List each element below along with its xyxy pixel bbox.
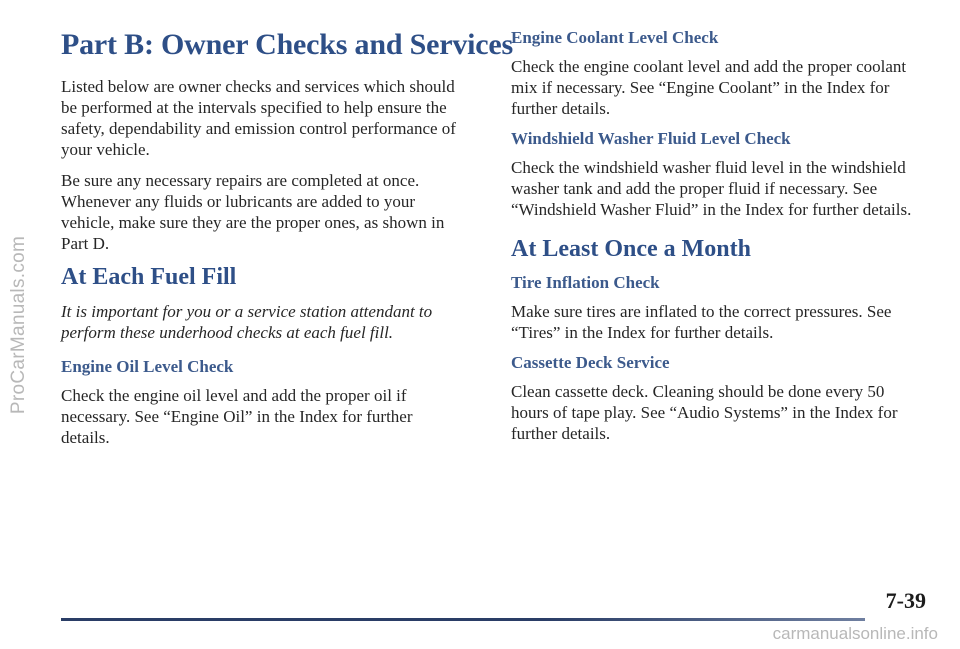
footer-rule [61,618,865,621]
side-watermark [4,0,34,649]
page-title: Part B: Owner Checks and Services [61,28,513,61]
left-column [61,24,513,458]
intro-paragraph-1: Listed below are owner checks and services which should be performed at the intervals specified to help ensure the safety, dependability and emission control performance of your vehicle. [61,77,456,159]
side-watermark-text: ProCarManuals.com [8,235,29,414]
right-column [511,24,921,454]
subheading-cassette-deck: Cassette Deck Service [511,353,670,372]
engine-coolant-text: Check the engine coolant level and add the proper coolant mix if necessary. See “Engine Coolant” in the Index for further details. [511,57,907,118]
section-heading-fuel-fill: At Each Fuel Fill [61,264,237,290]
tire-inflation-text: Make sure tires are inflated to the correct pressures. See “Tires” in the Index for further details. [511,302,892,342]
fuel-fill-note: It is important for you or a service station attendant to perform these underhood checks at each fuel fill. [61,302,433,342]
cassette-deck-text: Clean cassette deck. Cleaning should be done every 50 hours of tape play. See “Audio Systems” in the Index for further details. [511,382,898,443]
washer-fluid-text: Check the windshield washer fluid level in the windshield washer tank and add the proper fluid if necessary. See “Windshield Washer Fluid” in the Index for further details. [511,158,912,219]
subheading-tire-inflation: Tire Inflation Check [511,273,660,292]
page-number: 7-39 [885,588,926,613]
footer-watermark: carmanualsonline.info [772,624,938,643]
subheading-washer-fluid: Windshield Washer Fluid Level Check [511,129,791,148]
subheading-engine-coolant: Engine Coolant Level Check [511,28,719,47]
section-heading-monthly: At Least Once a Month [511,236,751,262]
intro-paragraph-2: Be sure any necessary repairs are completed at once. Whenever any fluids or lubricants are added to your vehicle, make sure they are the proper ones, as shown in Part D. [61,171,445,253]
engine-oil-text: Check the engine oil level and add the proper oil if necessary. See “Engine Oil” in the Index for further details. [61,386,413,447]
subheading-engine-oil: Engine Oil Level Check [61,357,234,376]
